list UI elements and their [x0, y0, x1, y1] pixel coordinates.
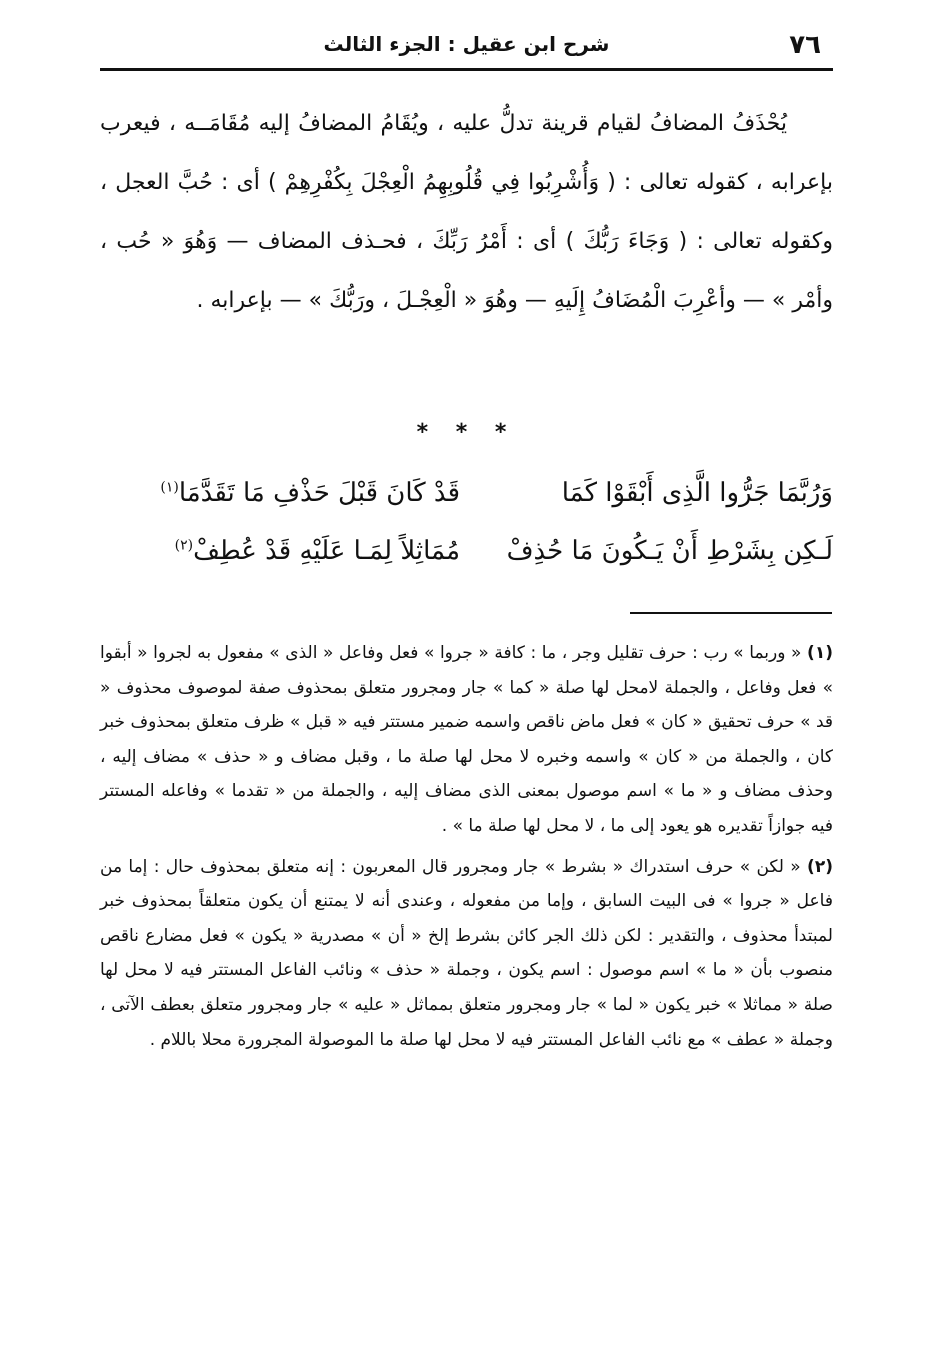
- verse-line-2: [100, 536, 833, 594]
- page-number: ٧٦: [789, 30, 821, 60]
- footnote-mark-1: (١): [160, 479, 179, 496]
- footnote-2-text: « لكن » حرف استدراك « بشرط » جار ومجرور قال المعربون : إنه متعلق بمحذوف حال : إما من فاعل « جروا » فى البيت السابق ، وإما من مفعوله ، وعندى أنه لا يمتنع أن يكون متعلقاً بمحذوف خبر لمبتدأ محذوف ، والتقدير : لكن ذلك الجر كائن بشرط إلخ « أن » مصدرية « يكون » فعل مضارع ناقص منصوب بأن « ما » اسم موصول : اسم يكون ، وجملة « حذف » ونائب الفاعل المستتر فيه لا محل لها صلة « مماثلا » خبر يكون « لما » جار ومجرور متعلق بمماثل « عليه » جار ومجرور متعلق بعطف الآتى ، وجملة « عطف » مع نائب الفاعل المستتر فيه لا محل لها صلة ما الموصولة المجرورة محلا باللام .: [100, 856, 833, 1050]
- section-separator: * * *: [416, 420, 517, 445]
- verse-line-1-second-hemistich: [130, 478, 460, 508]
- header-rule: [100, 68, 833, 71]
- verse-line-2-first-hemistich: لَـكِن بِشَرْطِ أَنْ يَـكُونَ مَا حُذِفْ: [506, 536, 833, 566]
- main-paragraph: يُحْذَفُ المضافُ لقيام قرينة تدلُّ عليه ، ويُقَامُ المضافُ إليه مُقَامَــه ، فيعرب بإعرابه ، كقوله تعالى : ( وَأُشْرِبُوا فِي قُلُوبِهِمُ الْعِجْلَ بِكُفْرِهِمْ ) أى : حُبَّ العجل ، وكقوله تعالى : ( وَجَاءَ رَبُّكَ ) أى : أَمْرُ رَبِّكَ ، فحـذف المضاف — وَهُوَ « حُب ، وأمْر » — وأعْرِبَ الْمُضَافُ إِلَيهِ — وهُوَ « الْعِجْـلَ ، ورَبُّكَ » — بإعرابه .: [100, 111, 833, 313]
- footnote-1-text: « وربما » رب : حرف تقليل وجر ، ما : كافة « جروا » فعل وفاعل « الذى » مفعول به لجروا « أبقوا » فعل وفاعل ، والجملة لامحل لها صلة « كما » جار ومجرور متعلق بمحذوف صفة لموصوف محذوف « قد » حرف تحقيق « كان » فعل ماض ناقص واسمه ضمير مستتر فيه « قبل » ظرف متعلق بمحذوف خبر كان ، والجملة من « كان » واسمه وخبره لا محل لها صلة ما ، وقبل مضاف و « حذف » مضاف إليه ، وحذف مضاف و « ما » اسم موصول بمعنى الذى مضاف إليه ، والجملة من « تقدما » وفاعله المستتر فيه جوازاً تقديره هو يعود إلى ما ، لا محل لها صلة ما » .: [100, 643, 833, 836]
- page-header: [100, 28, 833, 70]
- main-text: [100, 94, 833, 330]
- footnote-2-number: (٢): [807, 856, 833, 877]
- footnote-2: [100, 850, 833, 1058]
- verse-line-1-first-hemistich: وَرُبَّمَا جَرُّوا الَّذِى أَبْقَوْا كَمَا: [561, 478, 833, 508]
- footnote-1: [100, 636, 833, 844]
- footnote-1-number: (١): [807, 643, 833, 663]
- footnote-mark-2: (٢): [174, 537, 194, 554]
- verse-line-1-second-text: قَدْ كَانَ قَبْلَ حَذْفِ مَا تَقَدَّمَا: [178, 478, 460, 508]
- footnote-rule: [630, 612, 832, 614]
- verse-block: [100, 478, 833, 594]
- running-title: شرح ابن عقيل : الجزء الثالث: [323, 32, 610, 56]
- verse-line-2-second-hemistich: [130, 536, 460, 566]
- footnotes: [100, 636, 833, 1063]
- verse-line-2-second-text: مُمَاثِلاً لِمَـا عَلَيْهِ قَدْ عُطِفْ: [193, 536, 460, 566]
- verse-line-1: [100, 478, 833, 536]
